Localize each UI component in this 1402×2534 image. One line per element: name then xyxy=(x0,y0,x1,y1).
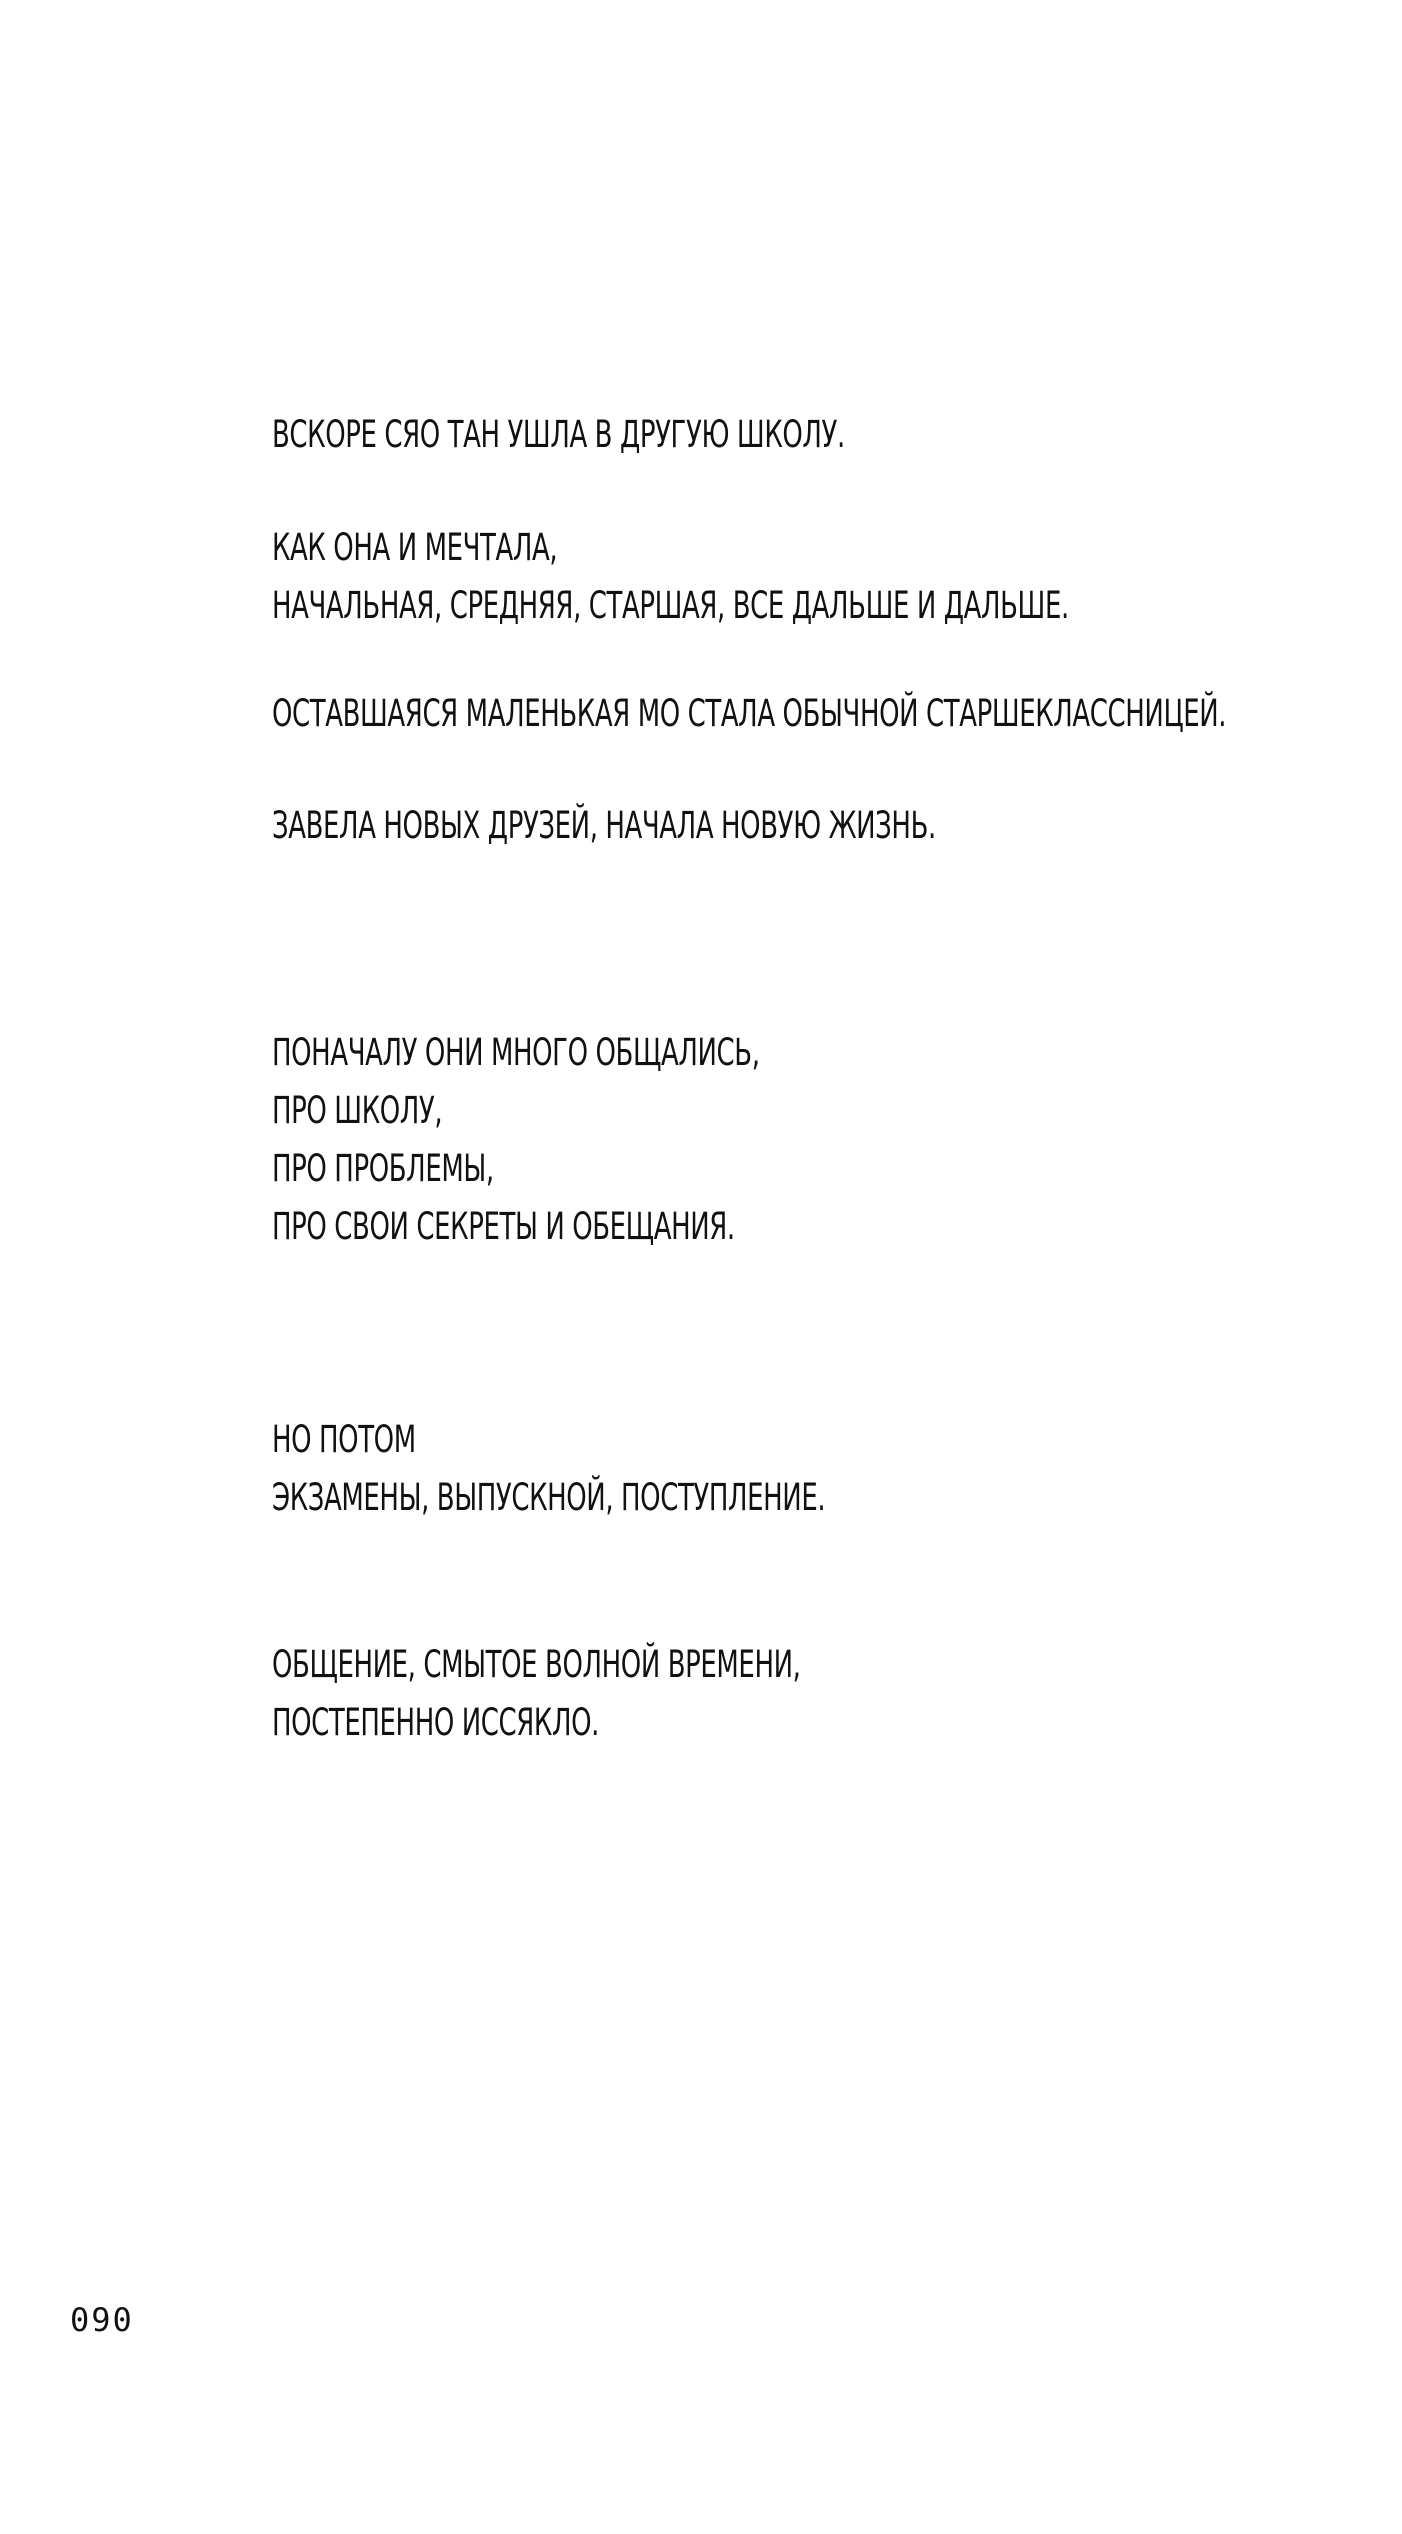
text-line: КАК ОНА И МЕЧТАЛА, xyxy=(272,526,558,569)
text-line: ПОСТЕПЕННО ИССЯКЛО. xyxy=(272,1701,599,1744)
page-number: 090 xyxy=(70,2301,134,2339)
text-line: ПРО ШКОЛУ, xyxy=(272,1089,443,1132)
text-line: НАЧАЛЬНАЯ, СРЕДНЯЯ, СТАРШАЯ, ВСЕ ДАЛЬШЕ И ДАЛЬШЕ. xyxy=(272,584,1069,627)
text-line: ВСКОРЕ СЯО ТАН УШЛА В ДРУГУЮ ШКОЛУ. xyxy=(272,413,845,456)
paragraph-2 xyxy=(272,519,1069,635)
text-line: ЭКЗАМЕНЫ, ВЫПУСКНОЙ, ПОСТУПЛЕНИЕ. xyxy=(272,1476,826,1519)
paragraph-1 xyxy=(272,406,845,464)
paragraph-6 xyxy=(272,1411,825,1527)
paragraph-7 xyxy=(272,1636,800,1752)
paragraph-3 xyxy=(272,685,1226,743)
text-line: ОБЩЕНИЕ, СМЫТОЕ ВОЛНОЙ ВРЕМЕНИ, xyxy=(272,1643,801,1686)
text-line: ПРО СВОИ СЕКРЕТЫ И ОБЕЩАНИЯ. xyxy=(272,1205,735,1248)
paragraph-4 xyxy=(272,797,936,855)
text-line: ПОНАЧАЛУ ОНИ МНОГО ОБЩАЛИСЬ, xyxy=(272,1031,760,1074)
text-line: ПРО ПРОБЛЕМЫ, xyxy=(272,1147,494,1190)
paragraph-5 xyxy=(272,1024,760,1256)
text-line: ОСТАВШАЯСЯ МАЛЕНЬКАЯ МО СТАЛА ОБЫЧНОЙ СТАРШЕКЛАССНИЦЕЙ. xyxy=(272,692,1227,735)
text-line: ЗАВЕЛА НОВЫХ ДРУЗЕЙ, НАЧАЛА НОВУЮ ЖИЗНЬ. xyxy=(272,804,936,847)
text-line: НО ПОТОМ xyxy=(272,1418,416,1461)
